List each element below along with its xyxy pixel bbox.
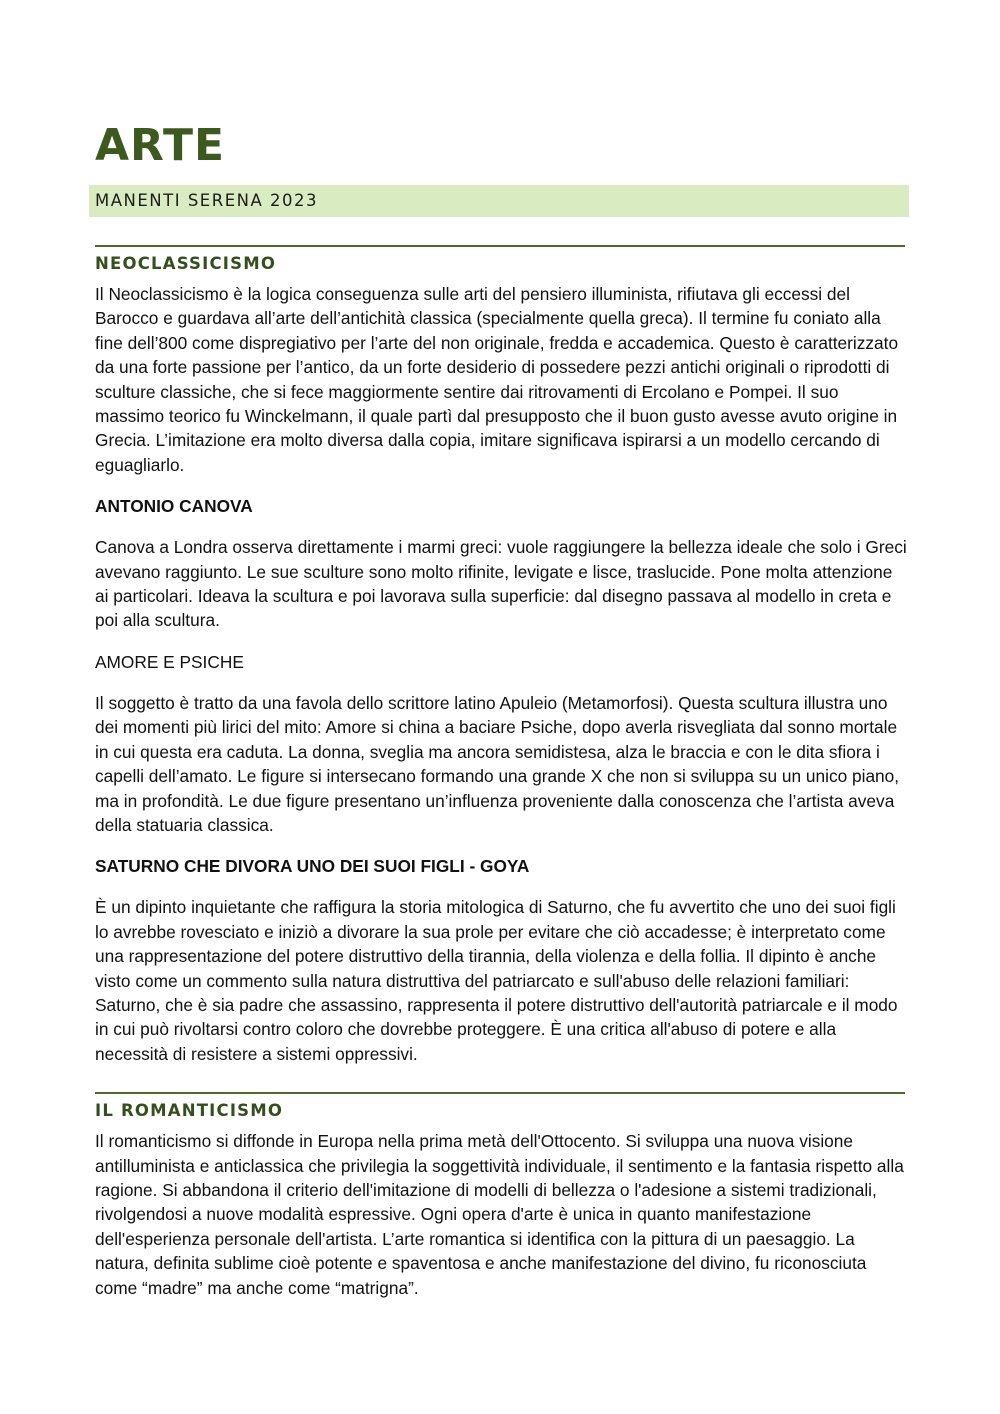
paragraph-canova: Canova a Londra osserva direttamente i marmi greci: vuole raggiungere la bellezza ideale che solo i Greci avevano raggiunto. Le sue sculture sono molto rifinite, levigate e lisce, traslucide. Pone molta attenzione ai particolari. Ideava la scultura e poi lavorava sulla superficie: dal disegno passava al modello in creta e poi alla scultura. bbox=[95, 537, 907, 631]
document-title: ARTE bbox=[95, 120, 226, 171]
section-divider bbox=[95, 1092, 905, 1094]
section-heading-neoclassicismo: NEOCLASSICISMO bbox=[95, 254, 277, 273]
paragraph-saturno: È un dipinto inquietante che raffigura la storia mitologica di Saturno, che fu avvertito che uno dei suoi figli lo avrebbe rovesciato e iniziò a divorare la sua prole per evitare che ciò accadesse; è interpretato come una rappresentazione del potere distruttivo della tirannia, della violenza e della follia. Il dipinto è anche visto come un commento sulla natura distruttiva del patriarcato e sull'abuso delle relazioni familiari: Saturno, che è sia padre che assassino, rappresenta il potere distruttivo dell'autorità patriarcale e il modo in cui può rivoltarsi contro coloro che dovrebbe proteggere. È una critica all'abuso di potere e alla necessità di resistere a sistemi oppressivi. bbox=[95, 897, 898, 1064]
document-page bbox=[95, 118, 907, 1300]
section-heading-romanticismo: IL ROMANTICISMO bbox=[95, 1101, 284, 1121]
paragraph-romanticismo-intro: Il romanticismo si diffonde in Europa nella prima metà dell'Ottocento. Si sviluppa una nuova visione antilluminista e anticlassica che privilegia la soggettività individuale, il sentimento e la fantasia rispetto alla ragione. Si abbandona il criterio dell'imitazione di modelli di bellezza o l'adesione a sistemi tradizionali, rivolgendosi a nuove modalità espressive. Ogni opera d'arte è unica in quanto manifestazione dell'esperienza personale dell'artista. L’arte romantica si identifica con la pittura di un paesaggio. La natura, definita sublime cioè potente e spaventosa e anche manifestazione del divino, fu riconosciuta come “madre” ma anche come “matrigna”. bbox=[95, 1131, 904, 1298]
heading-saturno: SATURNO CHE DIVORA UNO DEI SUOI FIGLI - GOYA bbox=[95, 856, 530, 877]
paragraph-neoclassicismo-intro: Il Neoclassicismo è la logica conseguenza sulle arti del pensiero illuminista, rifiutava gli eccessi del Barocco e guardava all’arte dell’antichità classica (specialmente quella greca). Il termine fu coniato alla fine dell’800 come dispregiativo per l’arte del non originale, fredda e accademica. Questo è caratterizzato da una forte passione per l’antico, da un forte desiderio di possedere pezzi antichi originali o riprodotti di sculture classiche, che si fece maggiormente sentire dai ritrovamenti di Ercolano e Pompei. Il suo massimo teorico fu Winckelmann, il quale partì dal presupposto che il buon gusto avesse avuto origine in Grecia. L’imitazione era molto diversa dalla copia, imitare significava ispirarsi a un modello cercando di eguagliarlo. bbox=[95, 284, 899, 475]
paragraph-amore-e-psiche: Il soggetto è tratto da una favola dello scrittore latino Apuleio (Metamorfosi). Questa scultura illustra uno dei momenti più lirici del mito: Amore si china a baciare Psiche, dopo averla risvegliata dal sonno mortale in cui questa era caduta. La donna, sveglia ma ancora semidistesa, alza le braccia e con le dita sfiora i capelli dell’amato. Le figure si intersecano formando una grande X che non si sviluppa su un unico piano, ma in profondità. Le due figure presentano un’influenza proveniente dalla conoscenza che l’artista aveva della statuaria classica. bbox=[95, 692, 900, 835]
section-divider bbox=[95, 245, 905, 247]
document-subtitle: MANENTI SERENA 2023 bbox=[89, 185, 909, 217]
heading-antonio-canova: ANTONIO CANOVA bbox=[95, 496, 253, 517]
heading-amore-e-psiche: AMORE E PSICHE bbox=[95, 651, 244, 672]
